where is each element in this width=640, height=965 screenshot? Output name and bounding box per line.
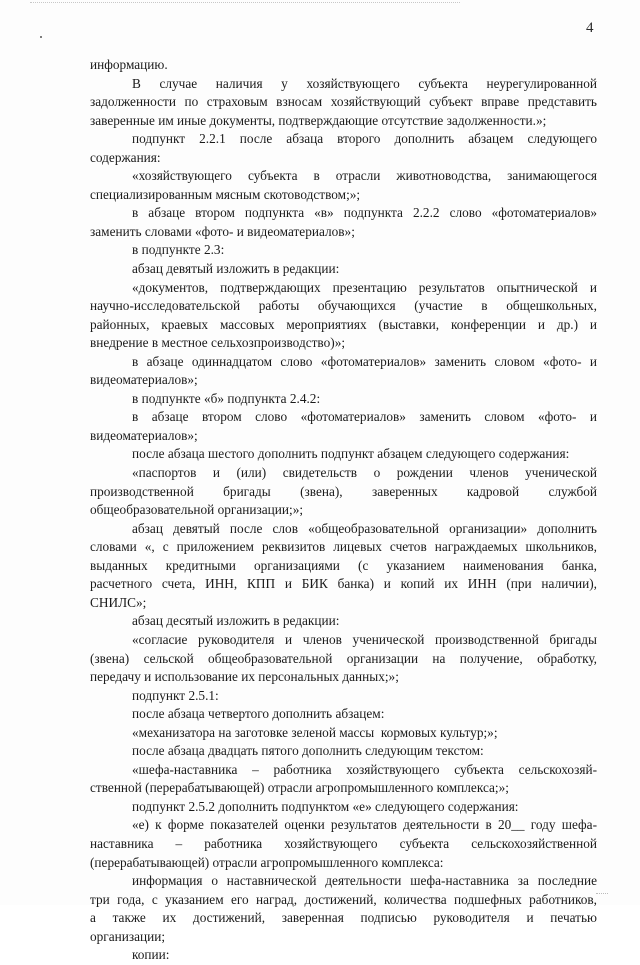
text-line: «документов, подтверждающих презентацию результатов опытнической и — [132, 279, 597, 295]
text-line: В случае наличия у хозяйствующего субъекта неурегулированной — [132, 75, 597, 91]
text-line: абзац девятый изложить в редакции: — [132, 261, 340, 277]
text-line: наставника – работника хозяйствующего субъекта сельскохозяйственной — [90, 835, 597, 851]
text-line: после абзаца шестого дополнить подпункт абзацем следующего содержания: — [132, 446, 570, 462]
text-line: «паспортов и (или) свидетельств о рождении членов ученической — [132, 465, 597, 481]
text-line: специализированным мясным скотоводством;»; — [90, 186, 361, 202]
text-line: «хозяйствующего субъекта в отрасли животноводства, занимающегося — [132, 168, 597, 184]
text-line: (звена) сельской общеобразовательной организации на получение, обработку, — [90, 650, 597, 666]
text-line: словами «, с приложением реквизитов лицевых счетов награждаемых школьников, — [90, 539, 597, 555]
text-line: информация о наставнической деятельности шефа-наставника за последние — [132, 873, 597, 889]
text-line: внедрение в местное сельхозпроизводство)»; — [90, 335, 346, 351]
text-line: подпункт 2.5.1: — [132, 687, 219, 703]
text-line: общеобразовательной организации;»; — [90, 502, 304, 518]
document-body — [90, 56, 597, 965]
text-line: после абзаца двадцать пятого дополнить следующим текстом: — [132, 743, 484, 759]
text-line: а также их достижений, заверенная подписью руководителя и печатью — [90, 910, 597, 926]
text-line: «механизатора на заготовке зеленой массы кормовых культур;»; — [132, 724, 498, 740]
text-line: содержания: — [90, 149, 161, 165]
text-line: в абзаце втором подпункта «в» подпункта 2.2.2 слово «фотоматериалов» — [132, 205, 597, 221]
text-line: после абзаца четвертого дополнить абзацем: — [132, 706, 385, 722]
text-line: в абзаце втором слово «фотоматериалов» заменить словом «фото- и — [132, 409, 597, 425]
page-number: 4 — [586, 20, 594, 36]
text-line: подпункт 2.5.2 дополнить подпунктом «е» следующего содержания: — [132, 798, 519, 814]
text-line: видеоматериалов»; — [90, 372, 198, 388]
text-line: копии: — [132, 947, 170, 963]
text-line: подпункт 2.2.1 после абзаца второго дополнить абзацем следующего — [132, 131, 597, 147]
text-line: «шефа-наставника – работника хозяйствующего субъекта сельскохозяй- — [132, 761, 597, 777]
text-line: ственной (перерабатывающей) отрасли агропромышленного комплекса;»; — [90, 780, 509, 796]
text-line: информацию. — [90, 57, 168, 72]
text-line: районных, краевых массовых мероприятиях (выставки, конференции и др.) и — [90, 316, 597, 332]
text-line: передачу и использование их персональных данных;»; — [90, 669, 399, 685]
text-line: организации; — [90, 928, 166, 944]
text-line: заверенные им иные документы, подтверждающие отсутствие задолженности.»; — [90, 112, 547, 128]
text-line: три года, с указанием его наград, достижений, количества подшефных работников, — [90, 891, 597, 907]
text-line: абзац десятый изложить в редакции: — [132, 613, 340, 629]
scan-artifact-bottom — [596, 893, 608, 895]
text-line: в подпункте 2.3: — [132, 242, 225, 258]
text-line: СНИЛС»; — [90, 594, 147, 610]
text-line: в абзаце одиннадцатом слово «фотоматериалов» заменить словом «фото- и — [132, 353, 597, 369]
text-line: абзац девятый после слов «общеобразовательной организации» дополнить — [132, 520, 597, 536]
text-line: производственной бригады (звена), заверенных кадровой службой — [90, 483, 597, 499]
text-line: в подпункте «б» подпункта 2.4.2: — [132, 390, 321, 406]
scan-dot-mark — [40, 36, 42, 38]
text-line: задолженности по страховым взносам хозяйствующий субъект вправе представить — [90, 94, 597, 110]
text-line: «е) к форме показателей оценки результатов деятельности в 20__ году шефа- — [132, 817, 597, 833]
text-line: научно-исследовательской работы обучающихся (участие в общешкольных, — [90, 298, 597, 314]
text-line: «согласие руководителя и членов ученической производственной бригады — [132, 631, 597, 647]
scan-artifact-top — [30, 2, 460, 4]
text-line: заменить словами «фото- и видеоматериалов»; — [90, 223, 355, 239]
text-line: расчетного счета, ИНН, КПП и БИК банка) и копий их ИНН (при наличии), — [90, 576, 597, 592]
text-line: (перерабатывающей) отрасли агропромышленного комплекса: — [90, 854, 444, 870]
text-line: видеоматериалов»; — [90, 427, 198, 443]
text-line: выданных кредитными организациями (с указанием наименования банка, — [90, 557, 597, 573]
